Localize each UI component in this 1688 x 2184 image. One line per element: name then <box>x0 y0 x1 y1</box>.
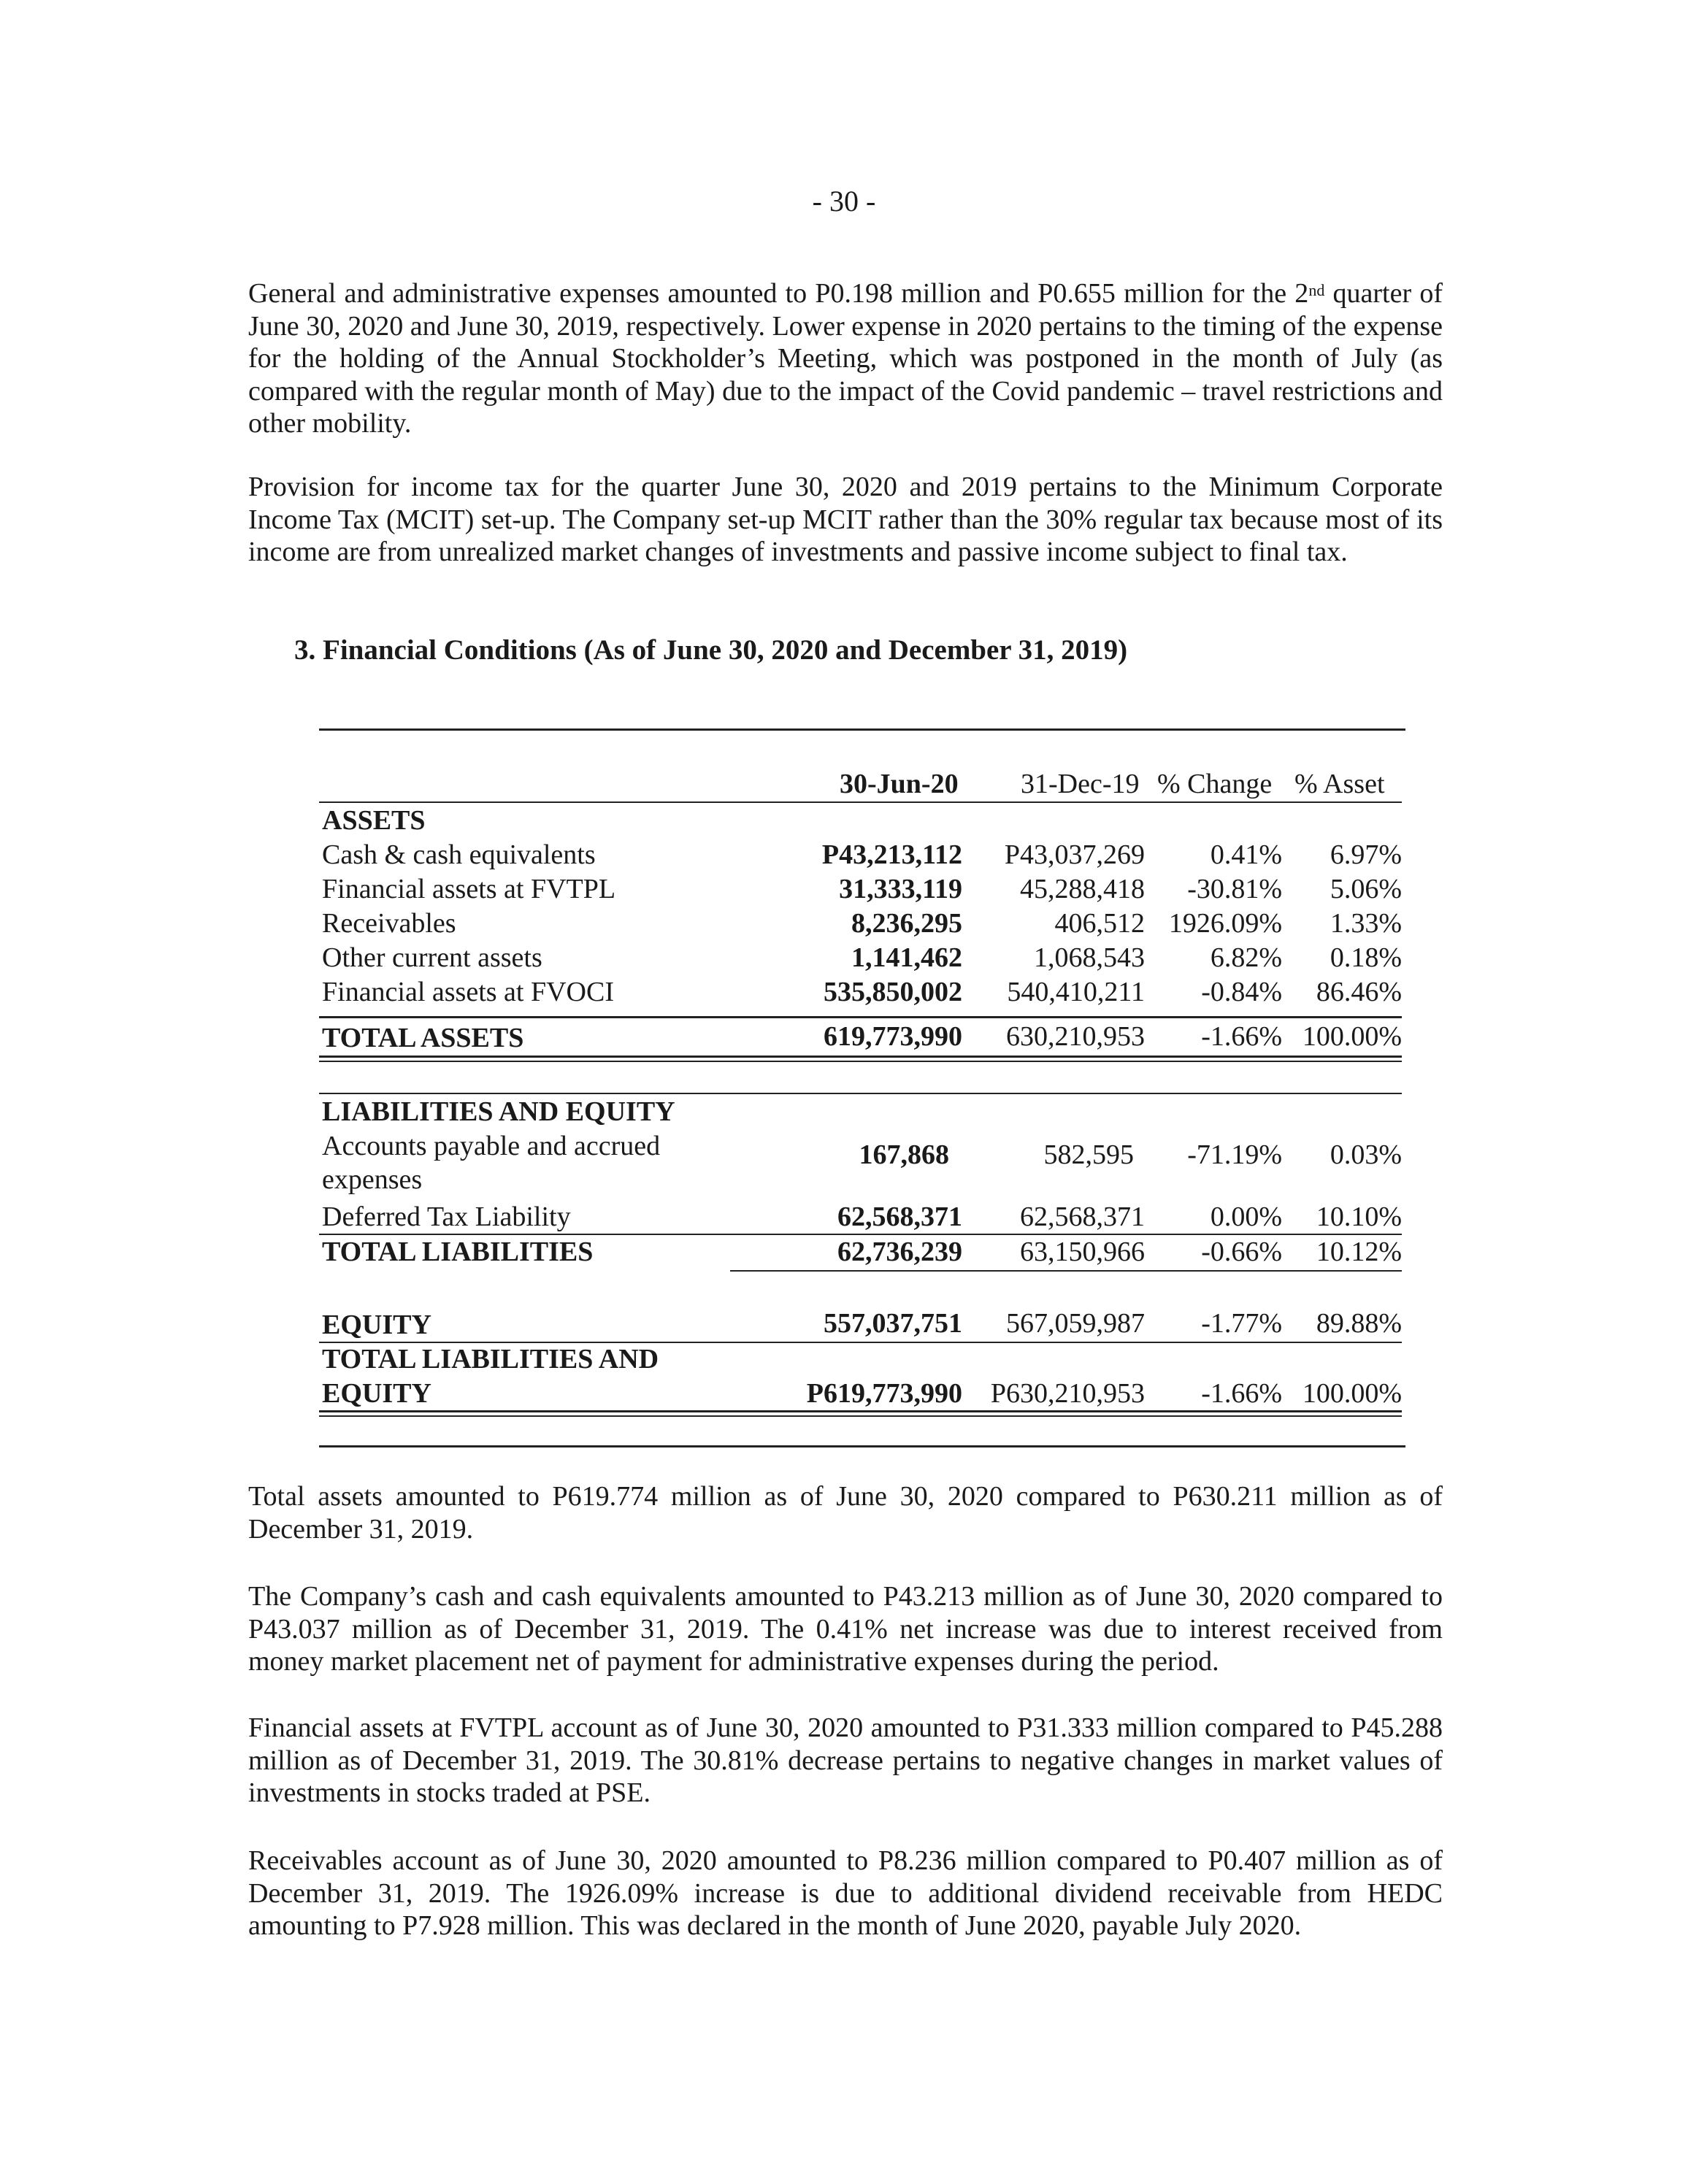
cell-asset: 89.88% <box>1316 1308 1402 1339</box>
cell-change: -0.84% <box>1201 977 1282 1007</box>
cell-change: -71.19% <box>1187 1139 1282 1170</box>
row-label: Other current assets <box>322 942 542 973</box>
row-label: Accounts payable and accrued <box>322 1131 661 1161</box>
header-pct-asset: % Asset <box>1294 769 1385 799</box>
paragraph-admin-expenses: General and administrative expenses amounted to P0.198 million and P0.655 million for the 2nd quarter of June 30, 2020 and June 30, 2019, respectively. Lower expense in 2020 pertains to the timing of the expense for the holding of the Annual Stockholder’s Meeting, which was postponed in the month of July (as compared with the regular month of May) due to the impact of the Covid pandemic – travel restrictions and other mobility. <box>248 278 1443 439</box>
cell-change: 0.00% <box>1210 1201 1282 1232</box>
cell-asset: 0.18% <box>1330 942 1402 973</box>
cell-change: -30.81% <box>1187 874 1282 904</box>
section-heading: 3. Financial Conditions (As of June 30, 2020 and December 31, 2019) <box>294 634 1128 666</box>
cell-asset: 100.00% <box>1302 1021 1402 1052</box>
cell-dec19: 1,068,543 <box>1034 942 1145 973</box>
cell-jun20: 62,568,371 <box>837 1201 962 1232</box>
cell-asset: 5.06% <box>1330 874 1402 904</box>
paragraph-cash: The Company’s cash and cash equivalents amounted to P43.213 million as of June 30, 2020 compared to P43.037 million as of December 31, 2019. The 0.41% net increase was due to interest received from money market placement net of payment for administrative expenses during the period. <box>248 1581 1443 1677</box>
cell-jun20: 62,736,239 <box>837 1237 962 1267</box>
cell-asset: 100.00% <box>1302 1378 1402 1409</box>
cell-dec19: P630,210,953 <box>990 1378 1145 1409</box>
row-label: Cash & cash equivalents <box>322 839 596 870</box>
cell-jun20: 619,773,990 <box>824 1021 962 1052</box>
cell-change: 6.82% <box>1210 942 1282 973</box>
cell-asset: 0.03% <box>1330 1139 1402 1170</box>
superscript-nd: nd <box>1308 281 1325 299</box>
cell-asset: 10.12% <box>1316 1237 1402 1267</box>
row-label: Deferred Tax Liability <box>322 1201 571 1232</box>
total-liabilities-bottom-rule <box>730 1270 1402 1272</box>
cell-asset: 1.33% <box>1330 908 1402 939</box>
cell-change: -1.77% <box>1201 1308 1282 1339</box>
row-label: TOTAL LIABILITIES <box>322 1237 594 1267</box>
cell-jun20: 31,333,119 <box>839 874 962 904</box>
cell-change: -0.66% <box>1201 1237 1282 1267</box>
table-top-rule <box>319 728 1405 731</box>
row-label: TOTAL ASSETS <box>322 1023 524 1053</box>
assets-heading: ASSETS <box>322 805 426 836</box>
cell-asset: 10.10% <box>1316 1201 1402 1232</box>
paragraph-total-assets: Total assets amounted to P619.774 million as of June 30, 2020 compared to P630.211 million as of December 31, 2019. <box>248 1481 1443 1545</box>
page-number: - 30 - <box>812 185 876 218</box>
cell-jun20: 1,141,462 <box>851 942 962 973</box>
cell-dec19: 62,568,371 <box>1020 1201 1145 1232</box>
cell-dec19: 406,512 <box>1054 908 1145 939</box>
liabilities-top-rule <box>319 1093 1402 1094</box>
cell-change: -1.66% <box>1201 1021 1282 1052</box>
header-pct-change: % Change <box>1157 769 1273 799</box>
cell-dec19: 630,210,953 <box>1006 1021 1145 1052</box>
cell-change: 1926.09% <box>1168 908 1282 939</box>
cell-dec19: 567,059,987 <box>1006 1308 1145 1339</box>
cell-jun20: 167,868 <box>859 1139 949 1170</box>
paragraph-fvtpl: Financial assets at FVTPL account as of June 30, 2020 amounted to P31.333 million compared to P45.288 million as of December 31, 2019. The 30.81% decrease pertains to negative changes in market values of investments in stocks traded at PSE. <box>248 1712 1443 1808</box>
header-rule <box>319 801 1402 803</box>
row-label-cont: EQUITY <box>322 1378 431 1409</box>
paragraph-income-tax: Provision for income tax for the quarter June 30, 2020 and 2019 pertains to the Minimum Corporate Income Tax (MCIT) set-up. The Company set-up MCIT rather than the 30% regular tax because most of its income are from unrealized market changes of investments and passive income subject to final tax. <box>248 472 1443 567</box>
row-label: TOTAL LIABILITIES AND <box>322 1344 659 1374</box>
cell-jun20: 8,236,295 <box>851 908 962 939</box>
paragraph-receivables: Receivables account as of June 30, 2020 amounted to P8.236 million compared to P0.407 million as of December 31, 2019. The 1926.09% increase is due to additional dividend receivable from HEDC amounting to P7.928 million. This was declared in the month of June 2020, payable July 2020. <box>248 1845 1443 1941</box>
cell-jun20: 535,850,002 <box>824 977 962 1007</box>
header-30-jun-20: 30-Jun-20 <box>840 769 959 799</box>
cell-dec19: P43,037,269 <box>1004 839 1145 870</box>
cell-dec19: 45,288,418 <box>1020 874 1145 904</box>
grand-total-double-rule-2 <box>319 1415 1402 1417</box>
row-label-cont: expenses <box>322 1164 423 1195</box>
total-assets-top-rule <box>319 1016 1402 1018</box>
cell-jun20: 557,037,751 <box>824 1308 962 1339</box>
grand-total-double-rule-1 <box>319 1410 1402 1412</box>
cell-dec19: 63,150,966 <box>1020 1237 1145 1267</box>
cell-asset: 6.97% <box>1330 839 1402 870</box>
liabilities-heading: LIABILITIES AND EQUITY <box>322 1096 675 1127</box>
cell-dec19: 540,410,211 <box>1007 977 1145 1007</box>
row-label: Financial assets at FVOCI <box>322 977 615 1007</box>
total-assets-double-rule-1 <box>319 1056 1402 1058</box>
table-bottom-rule <box>319 1445 1405 1447</box>
cell-jun20: P619,773,990 <box>806 1378 962 1409</box>
cell-jun20: P43,213,112 <box>821 839 962 870</box>
cell-change: 0.41% <box>1210 839 1282 870</box>
cell-asset: 86.46% <box>1316 977 1402 1007</box>
cell-dec19: 582,595 <box>1043 1139 1134 1170</box>
header-31-dec-19: 31-Dec-19 <box>1021 769 1140 799</box>
row-label: Financial assets at FVTPL <box>322 874 616 904</box>
total-liabilities-top-rule <box>319 1234 1402 1235</box>
row-label: EQUITY <box>322 1310 431 1340</box>
total-assets-double-rule-2 <box>319 1061 1402 1062</box>
cell-change: -1.66% <box>1201 1378 1282 1409</box>
row-label: Receivables <box>322 908 456 939</box>
